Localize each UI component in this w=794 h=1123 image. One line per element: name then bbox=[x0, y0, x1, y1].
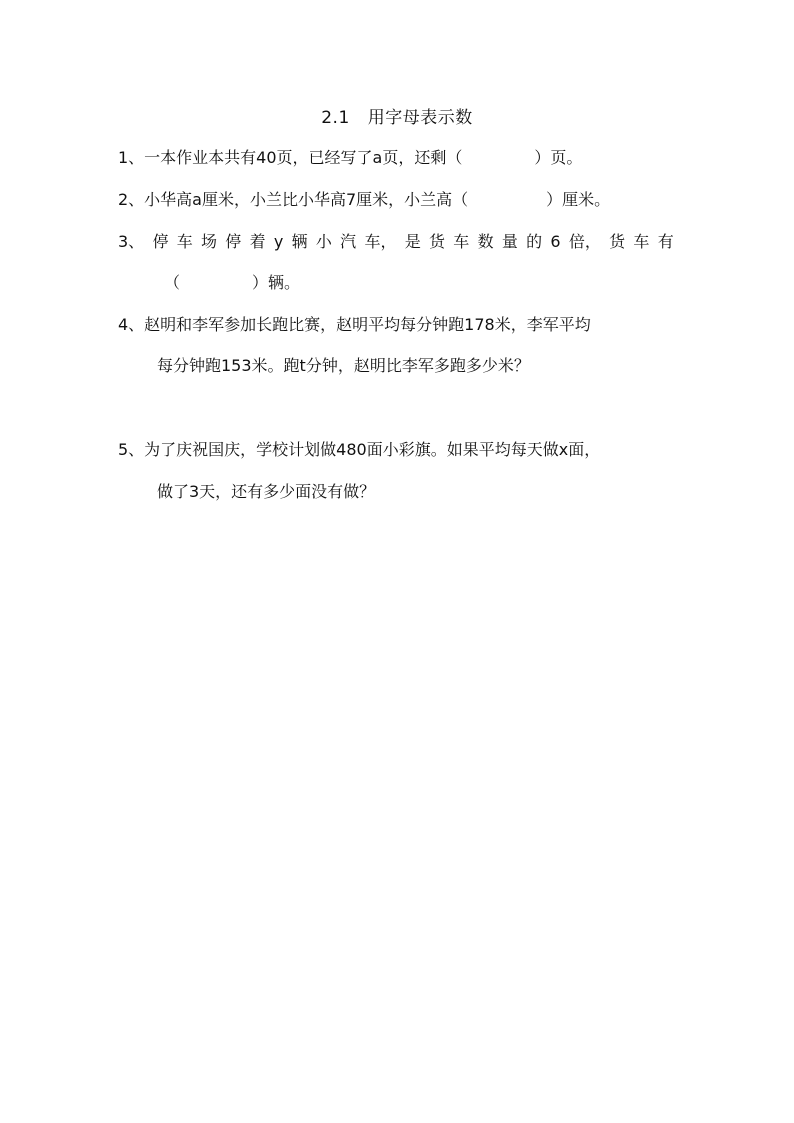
section-title: 用字母表示数 bbox=[367, 108, 473, 128]
question-3-part: 车 bbox=[176, 232, 193, 251]
question-1-text-after: ）页。 bbox=[534, 148, 583, 167]
question-3-part: 6 bbox=[550, 232, 561, 251]
question-3-text-after: ）辆。 bbox=[252, 273, 301, 292]
question-3-part: 停 bbox=[225, 232, 242, 251]
question-3-part: 着 bbox=[249, 232, 266, 251]
question-3-part: 小 bbox=[315, 232, 332, 251]
question-3-line-1 bbox=[118, 232, 674, 252]
question-2 bbox=[118, 190, 610, 210]
section-number: 2.1 bbox=[321, 108, 350, 128]
question-3-part: 汽 bbox=[340, 232, 357, 251]
worksheet-title bbox=[0, 103, 794, 128]
question-3-part: 数 bbox=[477, 232, 494, 251]
question-2-text-after: ）厘米。 bbox=[546, 190, 611, 209]
question-3-part: 货 bbox=[609, 232, 626, 251]
question-3-part: 有 bbox=[657, 232, 674, 251]
question-4-line-2: 每分钟跑153米。跑t分钟，赵明比李军多跑多少米？ bbox=[157, 356, 530, 375]
question-3-part: 是 bbox=[404, 232, 421, 251]
question-5-line-2: 做了3天，还有多少面没有做？ bbox=[157, 482, 376, 501]
question-1 bbox=[118, 148, 582, 168]
question-4-line-1: 4、赵明和李军参加长跑比赛，赵明平均每分钟跑178米，李军平均 bbox=[118, 315, 591, 334]
question-3-part: 停 bbox=[152, 232, 169, 251]
question-2-text-before: 2、小华高a厘米，小兰比小华高7厘米，小兰高（ bbox=[118, 190, 469, 209]
question-3-text-before: （ bbox=[164, 273, 181, 292]
question-3-part: 车 bbox=[633, 232, 650, 251]
question-3-part: 的 bbox=[526, 232, 543, 251]
question-5-line-1: 5、为了庆祝国庆，学校计划做480面小彩旗。如果平均每天做x面， bbox=[118, 440, 601, 459]
question-3-part: 车， bbox=[364, 232, 397, 251]
question-3-part: 车 bbox=[453, 232, 470, 251]
question-3-part: 辆 bbox=[291, 232, 308, 251]
question-3-part: y bbox=[273, 232, 284, 251]
question-1-text-before: 1、一本作业本共有40页，已经写了a页，还剩（ bbox=[118, 148, 463, 167]
question-3-part: 场 bbox=[201, 232, 218, 251]
question-3-line-2 bbox=[164, 273, 300, 293]
question-3-part: 3、 bbox=[118, 232, 145, 251]
question-3-part: 倍， bbox=[568, 232, 601, 251]
question-3-part: 货 bbox=[429, 232, 446, 251]
question-3-part: 量 bbox=[501, 232, 518, 251]
